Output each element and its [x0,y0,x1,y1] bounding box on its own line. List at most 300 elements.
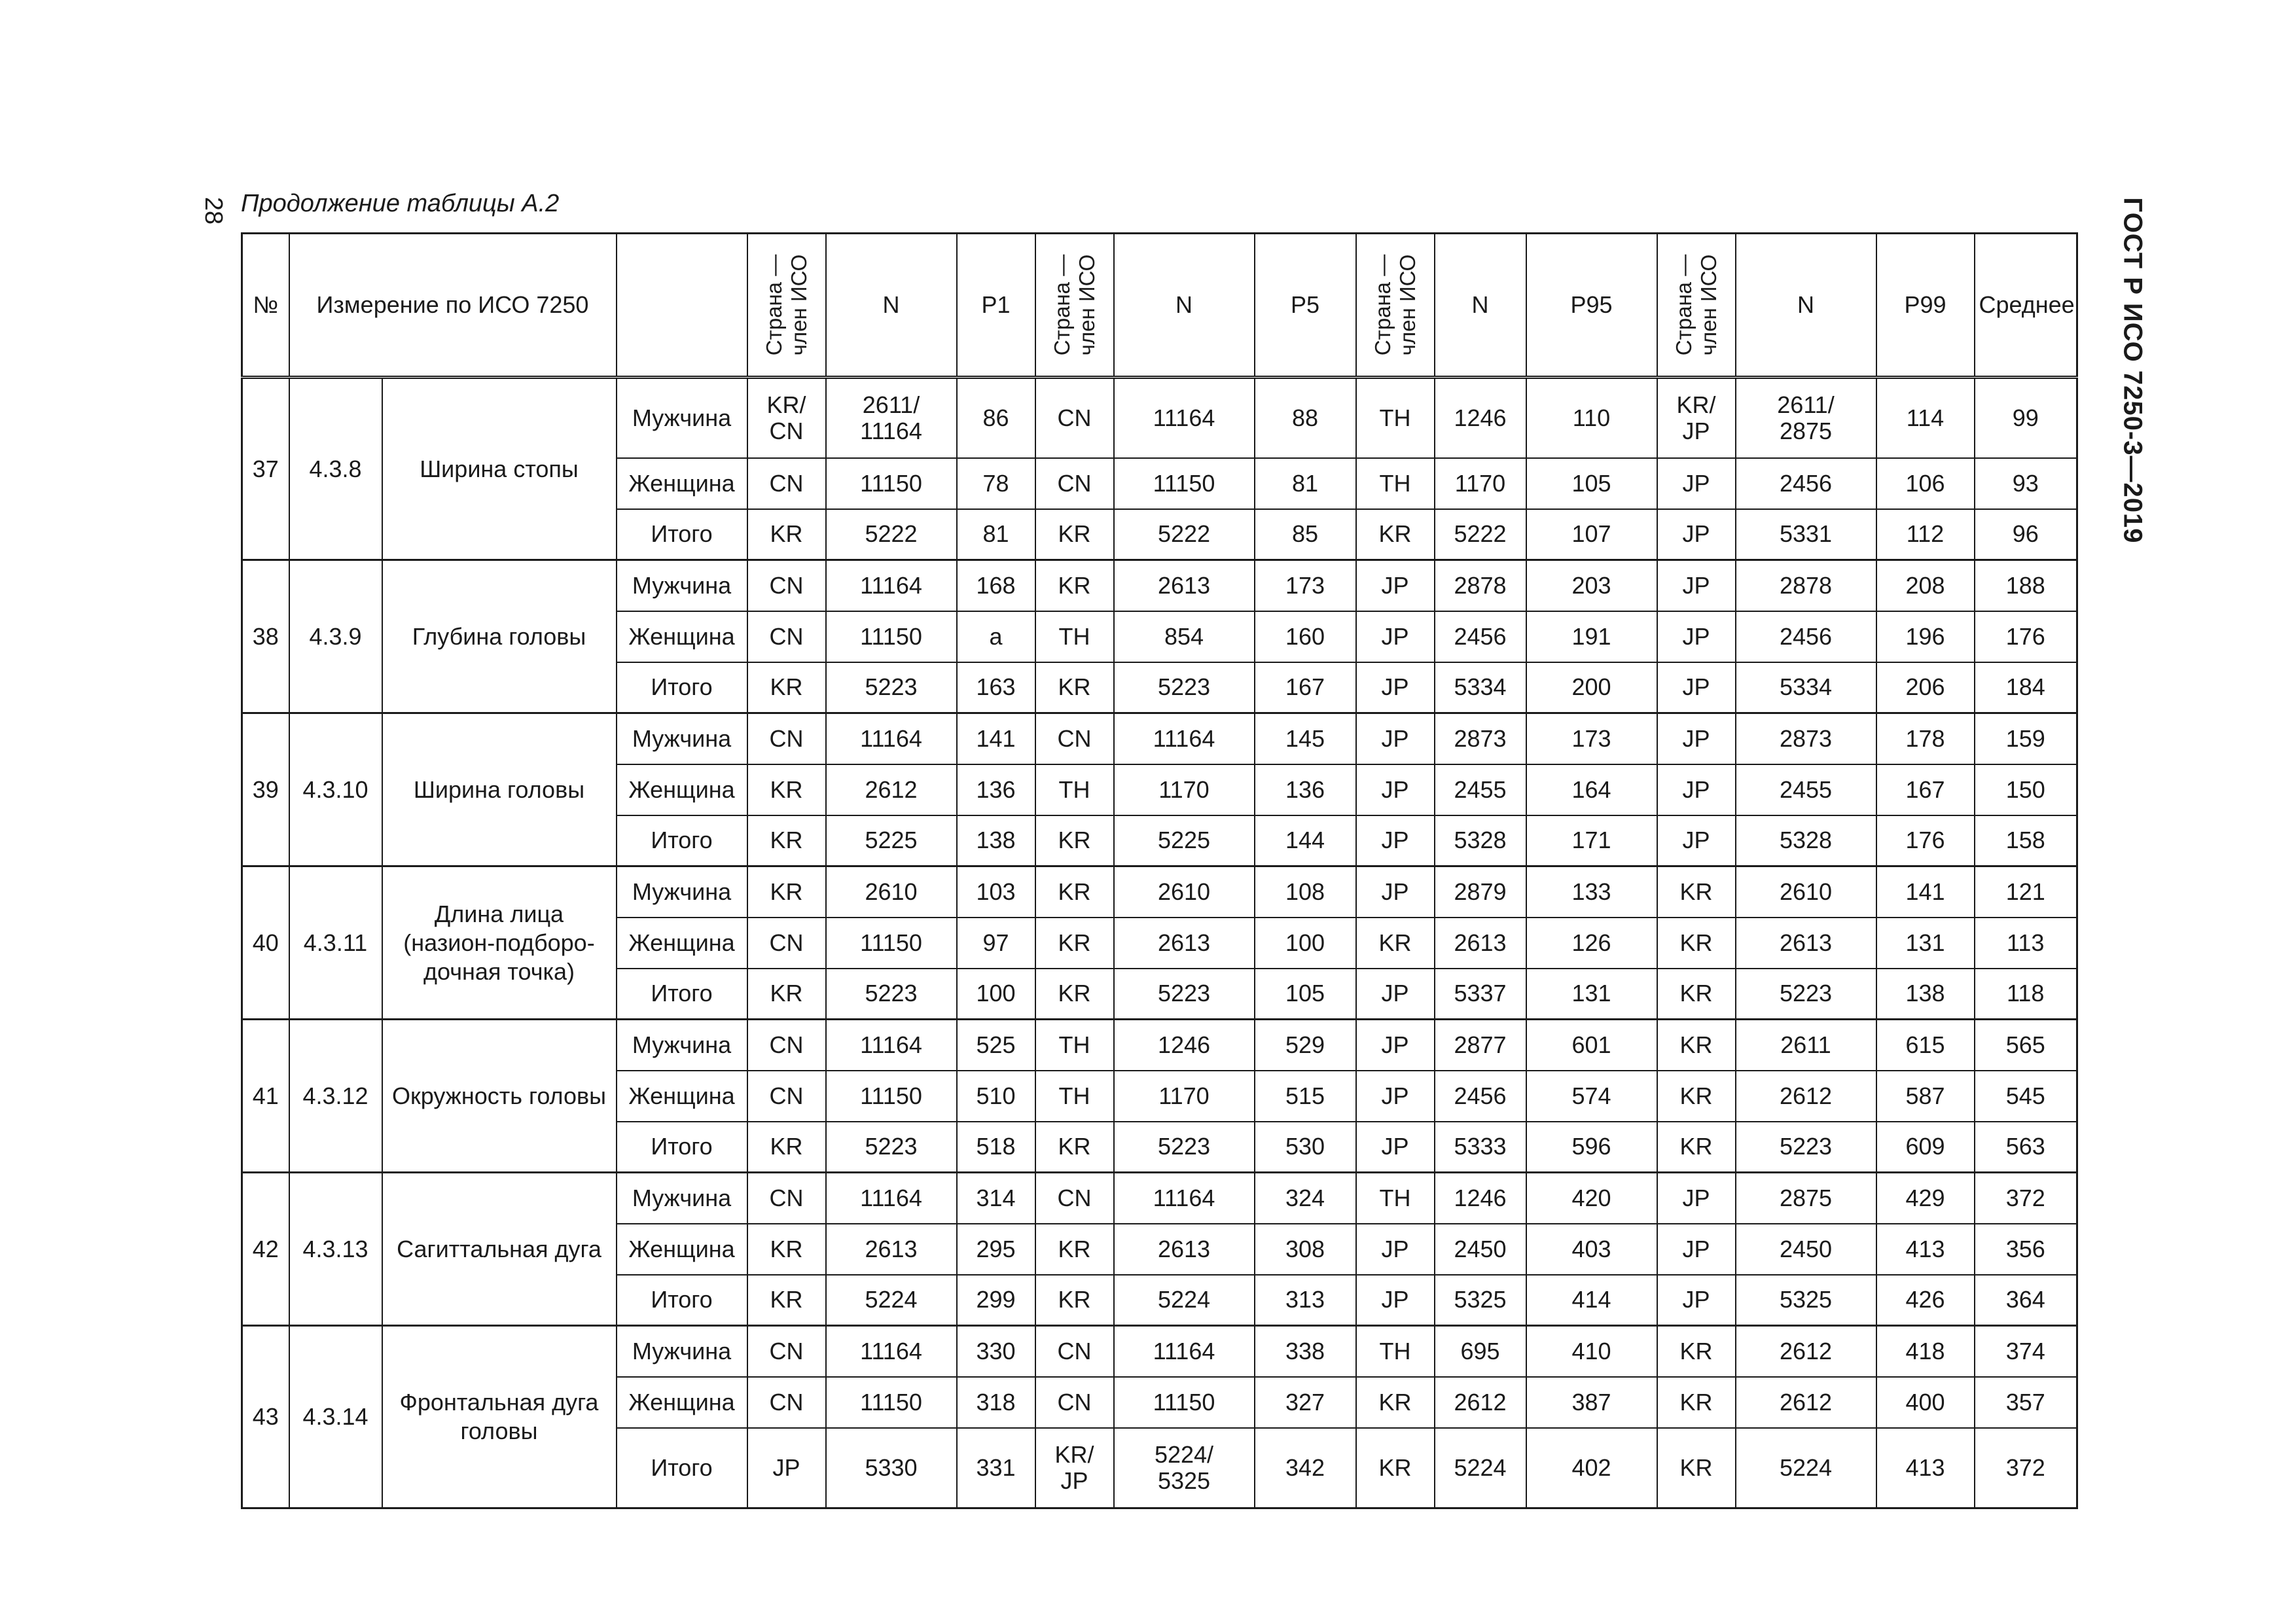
cell-country-p99: KR [1657,866,1736,918]
cell-p5: 100 [1255,918,1356,969]
sex-label: Женщина [617,918,747,969]
cell-p5: 324 [1255,1173,1356,1224]
cell-n-p95: 1246 [1435,378,1526,458]
cell-n-p95: 2456 [1435,1071,1526,1122]
cell-p5: 529 [1255,1020,1356,1071]
cell-country-p5: CN [1035,713,1114,764]
cell-mean: 565 [1975,1020,2077,1071]
cell-n-p99: 2455 [1736,764,1876,815]
measurement-name: Ширина стопы [382,378,617,560]
cell-p95: 200 [1526,662,1657,713]
table-row [242,713,2077,764]
cell-n-p1: 11164 [826,560,957,611]
cell-mean: 159 [1975,713,2077,764]
cell-n-p95: 2456 [1435,611,1526,662]
cell-p99: 426 [1876,1275,1975,1326]
cell-n-p5: 5224/ 5325 [1114,1428,1255,1508]
sex-label: Женщина [617,611,747,662]
cell-country-p95: JP [1356,764,1435,815]
cell-n-p95: 5337 [1435,969,1526,1020]
cell-n-p1: 11150 [826,918,957,969]
cell-n-p99: 5223 [1736,1122,1876,1173]
sex-label: Мужчина [617,1173,747,1224]
iso-clause: 4.3.10 [289,713,382,866]
cell-n-p1: 11150 [826,611,957,662]
cell-p5: 108 [1255,866,1356,918]
cell-mean: 372 [1975,1428,2077,1508]
cell-mean: 99 [1975,378,2077,458]
sex-label: Итого [617,1428,747,1508]
cell-country-p99: JP [1657,509,1736,560]
cell-country-p95: KR [1356,509,1435,560]
cell-p99: 131 [1876,918,1975,969]
cell-p95: 133 [1526,866,1657,918]
cell-n-p5: 1170 [1114,1071,1255,1122]
cell-n-p95: 2612 [1435,1377,1526,1428]
table-row [242,866,2077,918]
cell-country-p95: JP [1356,1020,1435,1071]
cell-n-p99: 2612 [1736,1377,1876,1428]
row-number: 41 [242,1020,289,1173]
table-row [242,378,2077,458]
cell-p5: 105 [1255,969,1356,1020]
cell-mean: 121 [1975,866,2077,918]
cell-p95: 131 [1526,969,1657,1020]
iso-clause: 4.3.8 [289,378,382,560]
cell-p5: 144 [1255,815,1356,866]
cell-mean: 364 [1975,1275,2077,1326]
cell-n-p95: 5325 [1435,1275,1526,1326]
cell-n-p5: 5225 [1114,815,1255,866]
cell-country-p5: KR [1035,1224,1114,1275]
cell-p5: 167 [1255,662,1356,713]
cell-country-p95: JP [1356,866,1435,918]
cell-n-p1: 11164 [826,1326,957,1377]
measurement-name: Ширина головы [382,713,617,866]
cell-n-p5: 5223 [1114,969,1255,1020]
cell-p95: 420 [1526,1173,1657,1224]
cell-n-p5: 11164 [1114,378,1255,458]
cell-n-p99: 2611 [1736,1020,1876,1071]
cell-country-p99: KR/ JP [1657,378,1736,458]
cell-p1: 103 [957,866,1035,918]
sex-label: Женщина [617,458,747,509]
header-country-p99 [1657,234,1736,378]
cell-mean: 374 [1975,1326,2077,1377]
cell-n-p5: 2613 [1114,1224,1255,1275]
cell-n-p5: 5223 [1114,1122,1255,1173]
cell-p99: 196 [1876,611,1975,662]
cell-country-p5: KR [1035,1275,1114,1326]
cell-n-p99: 2873 [1736,713,1876,764]
cell-p1: 168 [957,560,1035,611]
cell-p95: 164 [1526,764,1657,815]
cell-n-p99: 5224 [1736,1428,1876,1508]
cell-p1: 136 [957,764,1035,815]
row-number: 39 [242,713,289,866]
cell-n-p1: 5330 [826,1428,957,1508]
sex-label: Мужчина [617,1020,747,1071]
cell-n-p99: 2611/ 2875 [1736,378,1876,458]
row-number: 43 [242,1326,289,1508]
cell-n-p1: 5224 [826,1275,957,1326]
cell-p99: 114 [1876,378,1975,458]
cell-p95: 410 [1526,1326,1657,1377]
cell-n-p1: 2610 [826,866,957,918]
header-mean: Среднее [1975,234,2077,378]
cell-country-p1: CN [747,1071,826,1122]
cell-p95: 107 [1526,509,1657,560]
header-measurement: Измерение по ИСО 7250 [289,234,617,378]
cell-country-p95: TH [1356,458,1435,509]
sex-label: Итого [617,1275,747,1326]
cell-n-p99: 5334 [1736,662,1876,713]
cell-country-p95: TH [1356,1326,1435,1377]
cell-p99: 609 [1876,1122,1975,1173]
table-caption: Продолжение таблицы А.2 [241,190,560,217]
sex-label: Женщина [617,1224,747,1275]
header-n-p1: N [826,234,957,378]
cell-country-p95: TH [1356,1173,1435,1224]
cell-country-p1: KR [747,866,826,918]
cell-p95: 574 [1526,1071,1657,1122]
cell-p95: 203 [1526,560,1657,611]
cell-p1: 86 [957,378,1035,458]
table-body [242,378,2077,1508]
cell-country-p95: JP [1356,611,1435,662]
cell-p99: 429 [1876,1173,1975,1224]
cell-n-p5: 2613 [1114,918,1255,969]
cell-p99: 587 [1876,1071,1975,1122]
sex-label: Мужчина [617,713,747,764]
cell-p95: 414 [1526,1275,1657,1326]
cell-n-p99: 5328 [1736,815,1876,866]
cell-n-p5: 5224 [1114,1275,1255,1326]
cell-n-p95: 5224 [1435,1428,1526,1508]
cell-p1: 97 [957,918,1035,969]
cell-mean: 118 [1975,969,2077,1020]
header-sex-blank [617,234,747,378]
cell-p1: 525 [957,1020,1035,1071]
cell-country-p95: KR [1356,1428,1435,1508]
cell-country-p99: KR [1657,1326,1736,1377]
cell-country-p5: TH [1035,611,1114,662]
cell-p99: 206 [1876,662,1975,713]
document-code-text: ГОСТ Р ИСО 7250-3—2019 [2118,197,2147,544]
cell-p5: 530 [1255,1122,1356,1173]
cell-p99: 167 [1876,764,1975,815]
cell-n-p1: 2612 [826,764,957,815]
cell-n-p99: 2456 [1736,611,1876,662]
sex-label: Итого [617,662,747,713]
page-number: 28 [200,196,227,225]
cell-n-p5: 1246 [1114,1020,1255,1071]
cell-n-p5: 11150 [1114,458,1255,509]
cell-country-p5: TH [1035,764,1114,815]
header-n-p5: N [1114,234,1255,378]
data-table [241,232,2078,1509]
cell-p5: 136 [1255,764,1356,815]
header-p99: P99 [1876,234,1975,378]
sex-label: Итого [617,969,747,1020]
cell-n-p1: 11164 [826,1020,957,1071]
cell-n-p95: 2873 [1435,713,1526,764]
header-p5: P5 [1255,234,1356,378]
cell-p99: 418 [1876,1326,1975,1377]
cell-mean: 563 [1975,1122,2077,1173]
cell-country-p5: CN [1035,378,1114,458]
cell-country-p5: KR [1035,560,1114,611]
cell-p1: а [957,611,1035,662]
header-n-p95: N [1435,234,1526,378]
cell-n-p1: 11150 [826,458,957,509]
cell-n-p5: 5222 [1114,509,1255,560]
cell-p1: 331 [957,1428,1035,1508]
cell-country-p99: JP [1657,815,1736,866]
cell-p5: 342 [1255,1428,1356,1508]
cell-n-p5: 11164 [1114,713,1255,764]
cell-country-p5: CN [1035,1326,1114,1377]
header-num: № [242,234,289,378]
cell-country-p99: JP [1657,1224,1736,1275]
sex-label: Мужчина [617,866,747,918]
cell-mean: 184 [1975,662,2077,713]
cell-country-p5: CN [1035,1173,1114,1224]
cell-p5: 515 [1255,1071,1356,1122]
cell-country-p1: CN [747,560,826,611]
cell-country-p1: KR [747,1224,826,1275]
sex-label: Итого [617,815,747,866]
cell-n-p1: 11164 [826,713,957,764]
cell-p95: 105 [1526,458,1657,509]
cell-n-p5: 854 [1114,611,1255,662]
cell-p99: 413 [1876,1224,1975,1275]
cell-p99: 178 [1876,713,1975,764]
cell-country-p1: KR [747,815,826,866]
cell-n-p95: 2879 [1435,866,1526,918]
cell-n-p5: 1170 [1114,764,1255,815]
row-number: 38 [242,560,289,713]
cell-n-p99: 2878 [1736,560,1876,611]
cell-p95: 596 [1526,1122,1657,1173]
cell-p1: 78 [957,458,1035,509]
cell-n-p95: 5328 [1435,815,1526,866]
cell-n-p5: 11150 [1114,1377,1255,1428]
cell-country-p95: JP [1356,815,1435,866]
measurement-name: Фронтальная дуга головы [382,1326,617,1508]
cell-p5: 338 [1255,1326,1356,1377]
cell-p95: 403 [1526,1224,1657,1275]
cell-p99: 400 [1876,1377,1975,1428]
cell-p95: 387 [1526,1377,1657,1428]
cell-country-p99: KR [1657,1377,1736,1428]
cell-country-p5: KR [1035,1122,1114,1173]
cell-p1: 314 [957,1173,1035,1224]
header-country-p1-text: Страна — член ИСО [761,254,811,356]
table-row [242,560,2077,611]
cell-country-p1: CN [747,1020,826,1071]
cell-p5: 160 [1255,611,1356,662]
cell-country-p99: KR [1657,918,1736,969]
cell-n-p99: 2875 [1736,1173,1876,1224]
cell-country-p5: KR/ JP [1035,1428,1114,1508]
cell-p1: 163 [957,662,1035,713]
cell-country-p95: JP [1356,662,1435,713]
cell-p95: 601 [1526,1020,1657,1071]
cell-p95: 110 [1526,378,1657,458]
iso-clause: 4.3.14 [289,1326,382,1508]
cell-n-p99: 2456 [1736,458,1876,509]
cell-n-p1: 11150 [826,1377,957,1428]
cell-n-p99: 5325 [1736,1275,1876,1326]
header-p95: P95 [1526,234,1657,378]
cell-p99: 106 [1876,458,1975,509]
cell-n-p99: 2613 [1736,918,1876,969]
cell-country-p95: JP [1356,560,1435,611]
sex-label: Мужчина [617,378,747,458]
header-country-p99-text: Страна — член ИСО [1671,254,1721,356]
cell-country-p99: JP [1657,1173,1736,1224]
cell-country-p1: KR [747,662,826,713]
cell-country-p99: KR [1657,1071,1736,1122]
cell-country-p5: KR [1035,918,1114,969]
cell-country-p5: CN [1035,458,1114,509]
cell-n-p1: 5222 [826,509,957,560]
cell-country-p99: JP [1657,458,1736,509]
cell-n-p1: 2613 [826,1224,957,1275]
cell-p5: 145 [1255,713,1356,764]
sex-label: Мужчина [617,560,747,611]
cell-n-p1: 2611/ 11164 [826,378,957,458]
cell-country-p1: CN [747,611,826,662]
cell-n-p95: 695 [1435,1326,1526,1377]
cell-n-p5: 5223 [1114,662,1255,713]
cell-p1: 138 [957,815,1035,866]
cell-n-p95: 2878 [1435,560,1526,611]
cell-country-p99: JP [1657,662,1736,713]
cell-country-p99: KR [1657,969,1736,1020]
cell-p5: 88 [1255,378,1356,458]
cell-n-p95: 1246 [1435,1173,1526,1224]
cell-country-p99: KR [1657,1122,1736,1173]
cell-p95: 171 [1526,815,1657,866]
row-number: 42 [242,1173,289,1326]
cell-n-p99: 2612 [1736,1326,1876,1377]
cell-n-p1: 11164 [826,1173,957,1224]
cell-country-p95: JP [1356,969,1435,1020]
cell-p5: 327 [1255,1377,1356,1428]
cell-country-p99: JP [1657,560,1736,611]
cell-p99: 141 [1876,866,1975,918]
cell-country-p95: JP [1356,1071,1435,1122]
cell-mean: 356 [1975,1224,2077,1275]
cell-country-p1: CN [747,1326,826,1377]
cell-country-p1: KR [747,1275,826,1326]
cell-country-p5: KR [1035,866,1114,918]
cell-country-p95: KR [1356,1377,1435,1428]
cell-n-p99: 5223 [1736,969,1876,1020]
cell-p1: 81 [957,509,1035,560]
cell-country-p1: KR [747,969,826,1020]
cell-p1: 299 [957,1275,1035,1326]
sex-label: Мужчина [617,1326,747,1377]
cell-mean: 96 [1975,509,2077,560]
cell-n-p99: 2612 [1736,1071,1876,1122]
cell-p99: 112 [1876,509,1975,560]
header-country-p95-text: Страна — член ИСО [1370,254,1420,356]
cell-country-p99: JP [1657,713,1736,764]
cell-country-p5: TH [1035,1071,1114,1122]
cell-n-p1: 5225 [826,815,957,866]
cell-p1: 330 [957,1326,1035,1377]
cell-country-p95: JP [1356,1122,1435,1173]
cell-n-p1: 11150 [826,1071,957,1122]
iso-clause: 4.3.12 [289,1020,382,1173]
cell-p1: 318 [957,1377,1035,1428]
document-code [2113,194,2152,547]
table-header-row [242,234,2077,378]
cell-mean: 93 [1975,458,2077,509]
cell-mean: 357 [1975,1377,2077,1428]
cell-p1: 518 [957,1122,1035,1173]
cell-n-p95: 2613 [1435,918,1526,969]
cell-country-p5: KR [1035,509,1114,560]
cell-country-p99: KR [1657,1020,1736,1071]
cell-mean: 188 [1975,560,2077,611]
cell-country-p5: CN [1035,1377,1114,1428]
measurement-name: Длина лица (назион-подборо-дочная точка) [382,866,617,1020]
cell-n-p1: 5223 [826,662,957,713]
cell-n-p5: 2613 [1114,560,1255,611]
cell-p5: 81 [1255,458,1356,509]
cell-n-p95: 2877 [1435,1020,1526,1071]
cell-p5: 173 [1255,560,1356,611]
cell-country-p99: JP [1657,764,1736,815]
cell-country-p99: JP [1657,611,1736,662]
cell-mean: 372 [1975,1173,2077,1224]
cell-mean: 113 [1975,918,2077,969]
cell-p1: 295 [957,1224,1035,1275]
cell-country-p1: KR [747,1122,826,1173]
table-row [242,1173,2077,1224]
cell-n-p5: 11164 [1114,1326,1255,1377]
cell-mean: 158 [1975,815,2077,866]
sex-label: Итого [617,509,747,560]
cell-country-p1: CN [747,1377,826,1428]
cell-p95: 126 [1526,918,1657,969]
cell-country-p1: CN [747,458,826,509]
cell-country-p1: JP [747,1428,826,1508]
sex-label: Итого [617,1122,747,1173]
cell-p95: 191 [1526,611,1657,662]
cell-country-p95: JP [1356,713,1435,764]
table-row [242,1326,2077,1377]
sex-label: Женщина [617,1071,747,1122]
cell-p1: 141 [957,713,1035,764]
cell-country-p95: JP [1356,1224,1435,1275]
cell-n-p95: 5222 [1435,509,1526,560]
cell-n-p5: 2610 [1114,866,1255,918]
header-country-p5 [1035,234,1114,378]
cell-country-p95: JP [1356,1275,1435,1326]
cell-n-p95: 5333 [1435,1122,1526,1173]
sex-label: Женщина [617,1377,747,1428]
cell-country-p1: CN [747,918,826,969]
header-n-p99: N [1736,234,1876,378]
cell-n-p99: 2610 [1736,866,1876,918]
cell-country-p1: KR/ CN [747,378,826,458]
cell-country-p95: TH [1356,378,1435,458]
